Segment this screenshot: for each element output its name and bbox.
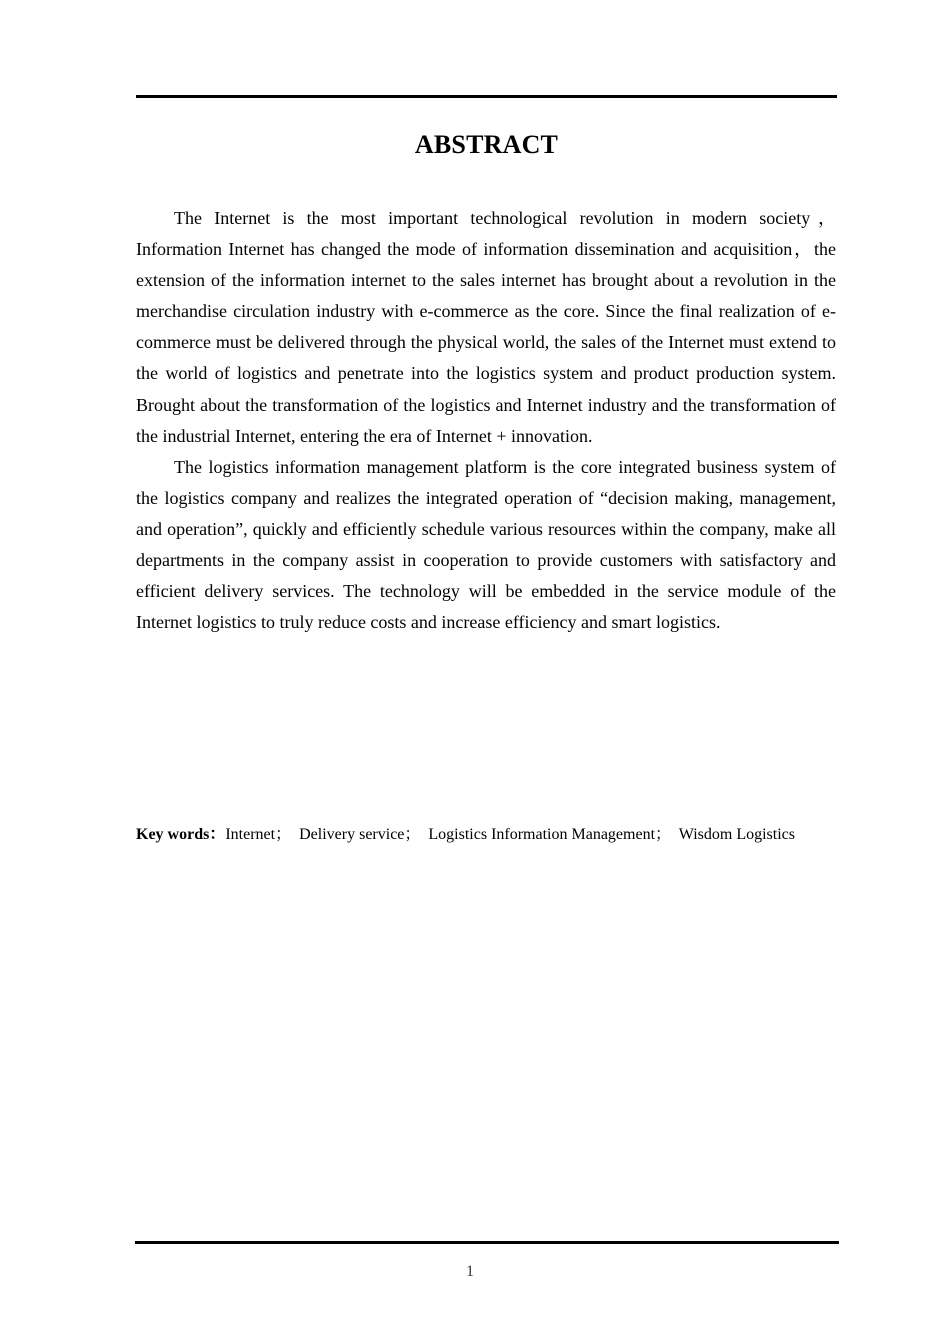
page-number: 1 — [466, 1263, 474, 1280]
keywords-label: Key words： — [136, 826, 226, 843]
keyword-item: Wisdom Logistics — [678, 826, 795, 843]
abstract-title: ABSTRACT — [414, 130, 559, 159]
header-rule — [136, 95, 837, 98]
abstract-body — [136, 203, 836, 638]
abstract-paragraph-1: The Internet is the most important technological revolution in modern society， Information Internet has changed the mode of information dissemination and acquisition，the extension of the information internet to the sales internet has brought about a revolution in the merchandise circulation industry with e-commerce as the core. Since the final realization of e-commerce must be delivered through the physical world, the sales of the Internet must extend to the world of logistics and penetrate into the logistics system and product production system. Brought about the transformation of the logistics and Internet industry and the transformation of the industrial Internet, entering the era of Internet + innovation. — [136, 208, 836, 446]
abstract-paragraph-2: The logistics information management platform is the core integrated business system of the logistics company and realizes the integrated operation of “decision making, management, and operation”, quickly and efficiently schedule various resources within the company, make all departments in the company assist in cooperation to provide customers with satisfactory and efficient delivery services. The technology will be embedded in the service module of the Internet logistics to truly reduce costs and increase efficiency and smart logistics. — [136, 456, 836, 633]
keyword-item: Logistics Information Management； — [428, 826, 672, 843]
keywords-line — [136, 824, 856, 846]
footer-rule — [135, 1241, 839, 1244]
keyword-item: Delivery service； — [299, 826, 421, 843]
keyword-item: Internet； — [225, 826, 292, 843]
